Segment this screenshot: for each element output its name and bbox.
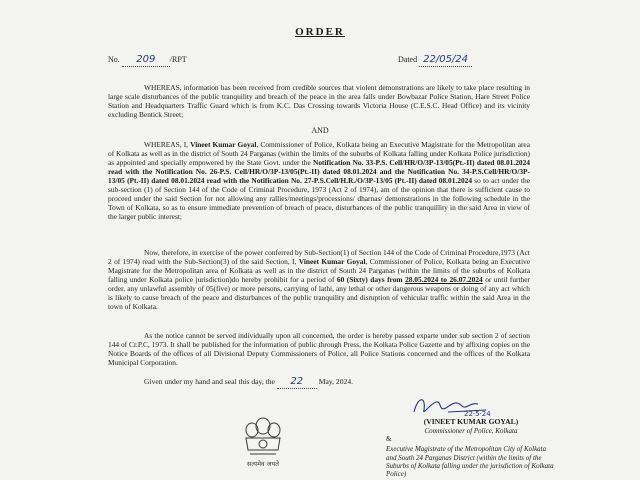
prohibition-paragraph: Now, therefore, in exercise of the power conferred by Sub-Section(1) of Section 144 of the Code of Criminal Procedure,1973 (Act 2 of 1974) read with the Sub-Section(3) of the said Section, I, Vineet Kumar Goyal, Commissioner of Police, Kolkata being an Executive Magistrate for the Metropolitan area of Kolkata as well as in the district of South 24 Parganas (within the limits of the suburbs of Kolkata falling under Kolkata police jurisdiction)do hereby prohibit for a period of 60 (Sixty) days from 28.05.2024 to 26.07.2024 or until further order, any unlawful assembly of 05(five) or more persons, carrying of lathi, any lethal or other dangerous weapons or doing of any act which is likely to cause breach of the peace and disturbances of the public tranquility and disruption of vehicular traffic within the said Area in the town of Kolkata. (108, 248, 530, 312)
state-emblem-icon (228, 410, 298, 480)
whereas-paragraph-1: WHEREAS, information has been received from credible sources that violent demonstrations are likely to take place resulting in large scale disturbances of the public tranquility and breach of the peace in the area falls under Bowbazar Police Station, Hare Street Police Station and Headquarters Traffic Guard which is from K.C. Das Crossing towards Victoria House (C.E.S.C. Head Office) and its vicinity excluding Bentick Street; (108, 83, 530, 120)
order-number (108, 54, 187, 67)
publication-paragraph: As the notice cannot be served individually upon all concerned, the order is hereby passed exparte under sub section 2 of section 144 of Cr.P.C, 1973. It shall be published for the information of public through Press, the Kolkata Police Gazette and by affixing copies on the Notice Boards of the offices of all Divisional Deputy Commissioners of Police, all Police Stations concerned and the offices of the Kolkata Municipal Corporation. (108, 331, 530, 368)
emblem-motto: सत्यमेव जयते (247, 460, 279, 468)
and-separator: AND (311, 126, 329, 135)
signatory-role-commissioner: Commissioner of Police, Kolkata (424, 426, 518, 435)
order-number-value: 209 (136, 54, 156, 65)
order-date-label: Dated (398, 55, 418, 64)
signatory-role-magistrate: Executive Magistrate of the Metropolitan City of Kolkata and South 24 Parganas District (within the limits of the Suburbs of Kolkata falling under the jurisdiction of Kolkata Police) (386, 445, 554, 479)
signatory-name: (VINEET KUMAR GOYAL) (423, 417, 519, 426)
whereas-paragraph-2: WHEREAS, I, Vineet Kumar Goyal, Commissioner of Police, Kolkata being an Executive Magistrate for the Metropolitan area of Kolkata as well as in the district of South 24 Parganas (within the limits of the suburbs of Kolkata falling under Kolkata Police jurisdiction) as appointed and specially empowered by the State Govt. under the Notification No. 33-P.S. Cell/HR/O/3P-13/05(Pt.-II) dated 08.01.2024 read with the Notification No. 26-P.S. Cell/HR/O/3P-13/05(Pt.-II) dated 08.01.2024 and the Notification No. 34-P.S.Cell/HR/O/3P-13/05 (Pt.-II) dated 08.01.2024 read with the Notification No. 27-P.S.Cell/H.R./O/3P-13/05 (Pt.-II) dated 08.01.2024 so to act under the sub-section (1) of Section 144 of the Code of Criminal Procedure, 1973 (Act 2 of 1974), am of the opinion that there is sufficient cause to proceed under the said Section for not allowing any rallies/meetings/processions/ dharnas/ demonstrations in the following schedule in the Town of Kolkata, so as to ensure immediate prevention of breach of peace, disturbances of the public tranquillity in the said Area in view of the larger public interest; (108, 140, 531, 222)
order-number-suffix: /RPT (169, 55, 187, 64)
given-under-hand-line: Given under my hand and seal this day, the 22 May, 2024. (144, 376, 353, 389)
svg-text:22·5·24: 22·5·24 (464, 410, 491, 418)
given-day-value: 22 (290, 376, 304, 387)
signature-image (408, 392, 498, 418)
order-title: ORDER (295, 26, 345, 38)
signatory-block (386, 418, 556, 478)
order-date (398, 54, 472, 67)
order-date-value: 22/05/24 (423, 54, 469, 65)
signatory-ampersand: & (386, 435, 392, 444)
order-number-label: No. (108, 55, 120, 64)
